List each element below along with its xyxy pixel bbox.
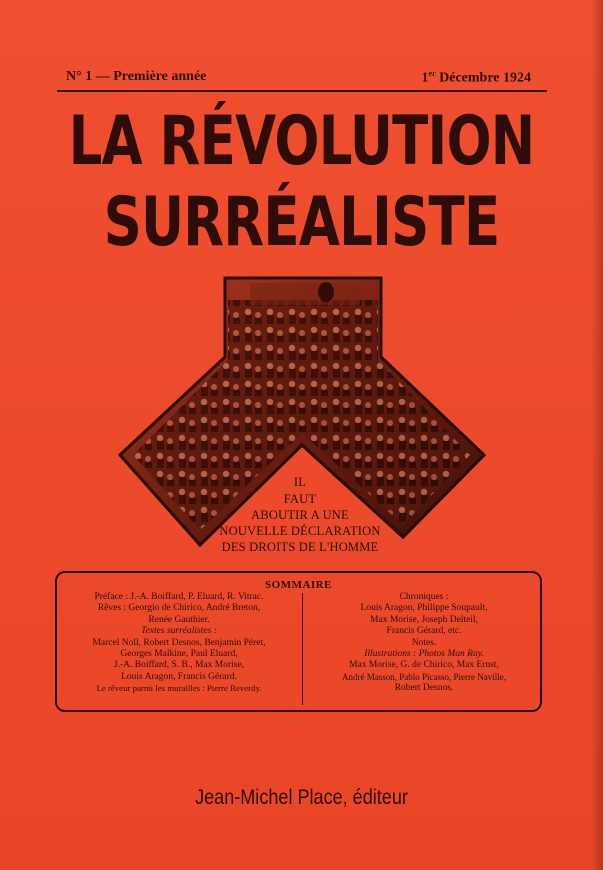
date-day: 1 bbox=[421, 70, 429, 86]
sommaire-right-line: Francis Gérard, etc. bbox=[386, 626, 462, 637]
sommaire-left-line: Préface : J.-A. Boiffard, P. Eluard, R. Vitrac. bbox=[94, 592, 264, 602]
photo-wall bbox=[250, 283, 360, 305]
publisher-name: Jean-Michel Place, éditeur bbox=[195, 786, 408, 809]
sommaire-left-line: Marcel Noll, Robert Desnos, Benjamin Péret, bbox=[92, 637, 266, 648]
sommaire-title: SOMMAIRE bbox=[265, 579, 332, 591]
sommaire-left-line: J.-A. Boiffard, S. B., Max Morise, bbox=[113, 660, 245, 671]
sommaire-left-column bbox=[59, 592, 299, 695]
title-line-1: LA RÉVOLUTION bbox=[68, 102, 535, 181]
sommaire-right-line: Louis Aragon, Philippe Soupault, bbox=[360, 603, 488, 614]
sommaire-left-line: Georges Malkine, Paul Eluard, bbox=[120, 649, 238, 660]
sommaire-right-line: Max Morise, Joseph Delteil, bbox=[370, 614, 478, 625]
date-month-year: Décembre 1924 bbox=[435, 70, 531, 86]
sommaire-right-line: Illustrations : Photos Man Ray. bbox=[364, 649, 484, 660]
sommaire-left-line: Rêves : Georgio de Chirico, André Breton, bbox=[97, 603, 261, 614]
photo-lamp bbox=[318, 282, 334, 302]
sommaire-right-line: Robert Desnos. bbox=[394, 683, 454, 694]
slogan-line-5: DES DROITS DE L'HOMME bbox=[221, 540, 379, 554]
sommaire-left-line: Le rêveur parmi les murailles : Pierre Reverdy. bbox=[96, 683, 262, 694]
slogan-line-2: FAUT bbox=[283, 492, 317, 506]
slogan-line-3: ABOUTIR A UNE bbox=[251, 508, 349, 522]
sommaire-right-line: Max Morise, G. de Chirico, Max Ernst, bbox=[349, 660, 499, 671]
slogan-line-4: NOUVELLE DÉCLARATION bbox=[219, 524, 381, 538]
sommaire-right-line: Notes. bbox=[411, 637, 437, 648]
sommaire-left-line: Renée Gauthier. bbox=[148, 614, 210, 625]
sommaire-right-column bbox=[307, 592, 541, 695]
slogan-line-1: IL bbox=[293, 475, 307, 489]
sommaire-divider bbox=[302, 593, 303, 705]
sommaire-left-line: Textes surréalistes : bbox=[141, 626, 217, 637]
sommaire-box bbox=[55, 571, 542, 712]
sommaire-right-line: Chroniques : bbox=[399, 592, 449, 602]
title-line-2: SURRÉALISTE bbox=[103, 183, 500, 262]
issue-number: N° 1 — Première année bbox=[66, 69, 207, 84]
sommaire-left-line: Louis Aragon, Francis Gérard. bbox=[121, 671, 237, 682]
date-ordinal: er bbox=[428, 69, 436, 78]
sommaire-right-line: André Masson, Pablo Picasso, Pierre Naville, bbox=[342, 671, 506, 682]
